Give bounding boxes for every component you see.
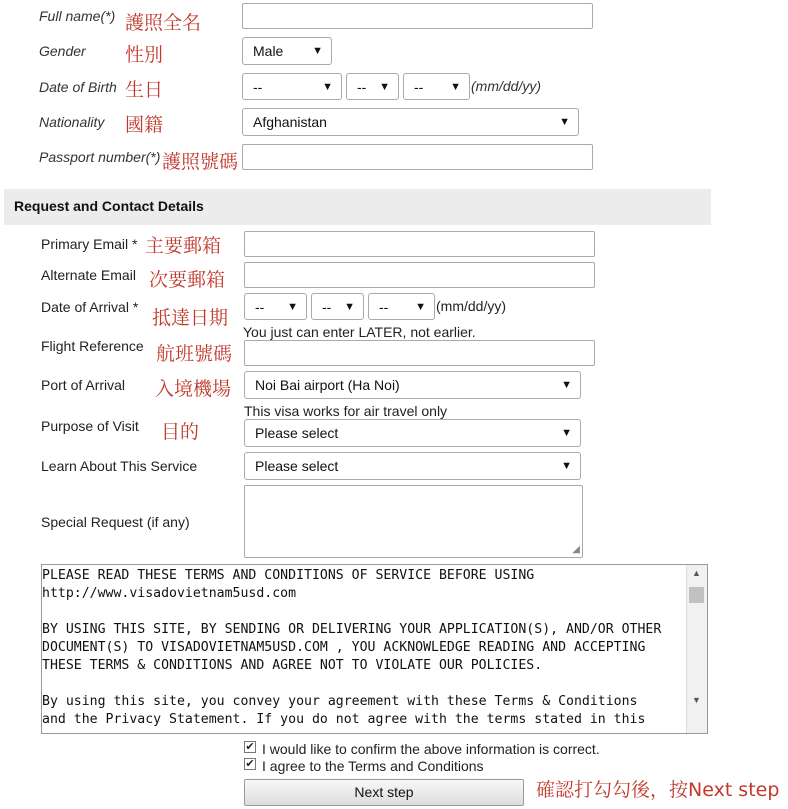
arrival-year-value: -- [379, 299, 389, 315]
dob-note: 生日 [125, 79, 164, 101]
learn-value: Please select [255, 458, 339, 474]
terms-textarea[interactable] [41, 564, 708, 734]
section-title: Request and Contact Details [14, 198, 204, 214]
check-icon: ✔ [245, 758, 255, 770]
full-name-label: Full name(*) [39, 8, 116, 24]
resize-handle-icon[interactable]: ◢ [572, 544, 580, 555]
purpose-value: Please select [255, 425, 339, 441]
terms-line: DOCUMENT(S) TO VISADOVIETNAM5USD.COM , YOU ACKNOWLEDGE READING AND ACCEPTING [42, 640, 646, 655]
dob-year-select[interactable] [403, 73, 470, 100]
chevron-down-icon: ▼ [415, 301, 426, 313]
arrival-month-value: -- [255, 299, 265, 315]
primary-email-label: Primary Email * [41, 236, 138, 252]
gender-note: 性別 [125, 44, 164, 66]
port-value: Noi Bai airport (Ha Noi) [255, 377, 400, 393]
flight-label: Flight Reference [41, 338, 144, 354]
terms-line: By using this site, you convey your agreement with these Terms & Conditions [42, 694, 638, 709]
arrival-date-format: (mm/dd/yy) [436, 298, 506, 314]
nationality-value: Afghanistan [253, 114, 327, 130]
purpose-select[interactable] [244, 419, 581, 447]
port-select[interactable] [244, 371, 581, 399]
alternate-email-label: Alternate Email [41, 267, 136, 283]
confirm-label: I would like to confirm the above information is correct. [262, 741, 600, 757]
port-note: 入境機場 [155, 378, 232, 400]
dob-year-value: -- [414, 79, 424, 95]
passport-note: 護照號碼 [162, 151, 239, 173]
gender-label: Gender [39, 43, 86, 59]
arrival-date-label: Date of Arrival * [41, 299, 139, 315]
terms-line: and the Privacy Statement. If you do not agree with the terms stated in this [42, 712, 646, 727]
alternate-email-note: 次要郵箱 [149, 269, 226, 291]
scroll-thumb[interactable] [689, 587, 704, 603]
terms-line: THESE TERMS & CONDITIONS AND AGREE NOT TO VIOLATE OUR POLICIES. [42, 658, 543, 673]
full-name-note: 護照全名 [125, 12, 202, 34]
special-request-textarea[interactable] [244, 485, 583, 558]
section-header [4, 189, 711, 225]
arrival-year-select[interactable] [368, 293, 435, 320]
port-label: Port of Arrival [41, 377, 126, 393]
arrival-date-note: 抵達日期 [152, 307, 229, 329]
learn-select[interactable] [244, 452, 581, 480]
chevron-down-icon: ▼ [450, 81, 461, 93]
scroll-up-icon[interactable]: ▲ [692, 568, 701, 578]
terms-line: http://www.visadovietnam5usd.com [42, 586, 297, 601]
chevron-down-icon: ▼ [559, 116, 570, 128]
chevron-down-icon: ▼ [561, 427, 572, 439]
nationality-select[interactable] [242, 108, 579, 136]
agree-checkbox[interactable] [244, 758, 256, 770]
full-name-input[interactable] [242, 3, 593, 29]
dob-day-value: -- [357, 79, 367, 95]
arrival-month-select[interactable] [244, 293, 307, 320]
confirm-checkbox[interactable] [244, 741, 256, 753]
arrival-day-select[interactable] [311, 293, 364, 320]
primary-email-note: 主要郵箱 [145, 235, 222, 257]
dob-label: Date of Birth [39, 79, 117, 95]
check-icon: ✔ [245, 741, 255, 753]
alternate-email-input[interactable] [244, 262, 595, 288]
nationality-note: 國籍 [125, 114, 164, 136]
special-request-label: Special Request (if any) [41, 514, 190, 530]
terms-line: BY USING THIS SITE, BY SENDING OR DELIVERING YOUR APPLICATION(S), AND/OR OTHER [42, 622, 662, 637]
arrival-day-value: -- [322, 299, 332, 315]
dob-format: (mm/dd/yy) [471, 78, 541, 94]
gender-value: Male [253, 43, 284, 59]
dob-day-select[interactable] [346, 73, 399, 100]
chevron-down-icon: ▼ [379, 81, 390, 93]
terms-scrollbar[interactable] [686, 565, 707, 733]
dob-month-value: -- [253, 79, 263, 95]
nationality-label: Nationality [39, 114, 105, 130]
chevron-down-icon: ▼ [322, 81, 333, 93]
scroll-down-icon[interactable]: ▼ [692, 695, 701, 705]
chevron-down-icon: ▼ [561, 379, 572, 391]
dob-month-select[interactable] [242, 73, 342, 100]
purpose-note: 目的 [161, 421, 200, 443]
chevron-down-icon: ▼ [561, 460, 572, 472]
chevron-down-icon: ▼ [287, 301, 298, 313]
port-hint: This visa works for air travel only [244, 403, 448, 419]
passport-input[interactable] [242, 144, 593, 170]
flight-note: 航班號碼 [156, 343, 233, 365]
next-step-note: 確認打勾勾後，按Next step [536, 779, 780, 801]
purpose-label: Purpose of Visit [41, 418, 139, 434]
agree-label: I agree to the Terms and Conditions [262, 758, 484, 774]
terms-line: PLEASE READ THESE TERMS AND CONDITIONS OF SERVICE BEFORE USING [42, 568, 535, 583]
flight-input[interactable] [244, 340, 595, 366]
arrival-date-hint: You just can enter LATER, not earlier. [243, 324, 476, 340]
terms-text [42, 565, 707, 729]
learn-label: Learn About This Service [41, 458, 198, 474]
passport-label: Passport number(*) [39, 149, 161, 165]
chevron-down-icon: ▼ [312, 45, 323, 57]
chevron-down-icon: ▼ [344, 301, 355, 313]
gender-select[interactable] [242, 37, 332, 65]
next-step-button[interactable]: Next step [244, 779, 524, 806]
primary-email-input[interactable] [244, 231, 595, 257]
